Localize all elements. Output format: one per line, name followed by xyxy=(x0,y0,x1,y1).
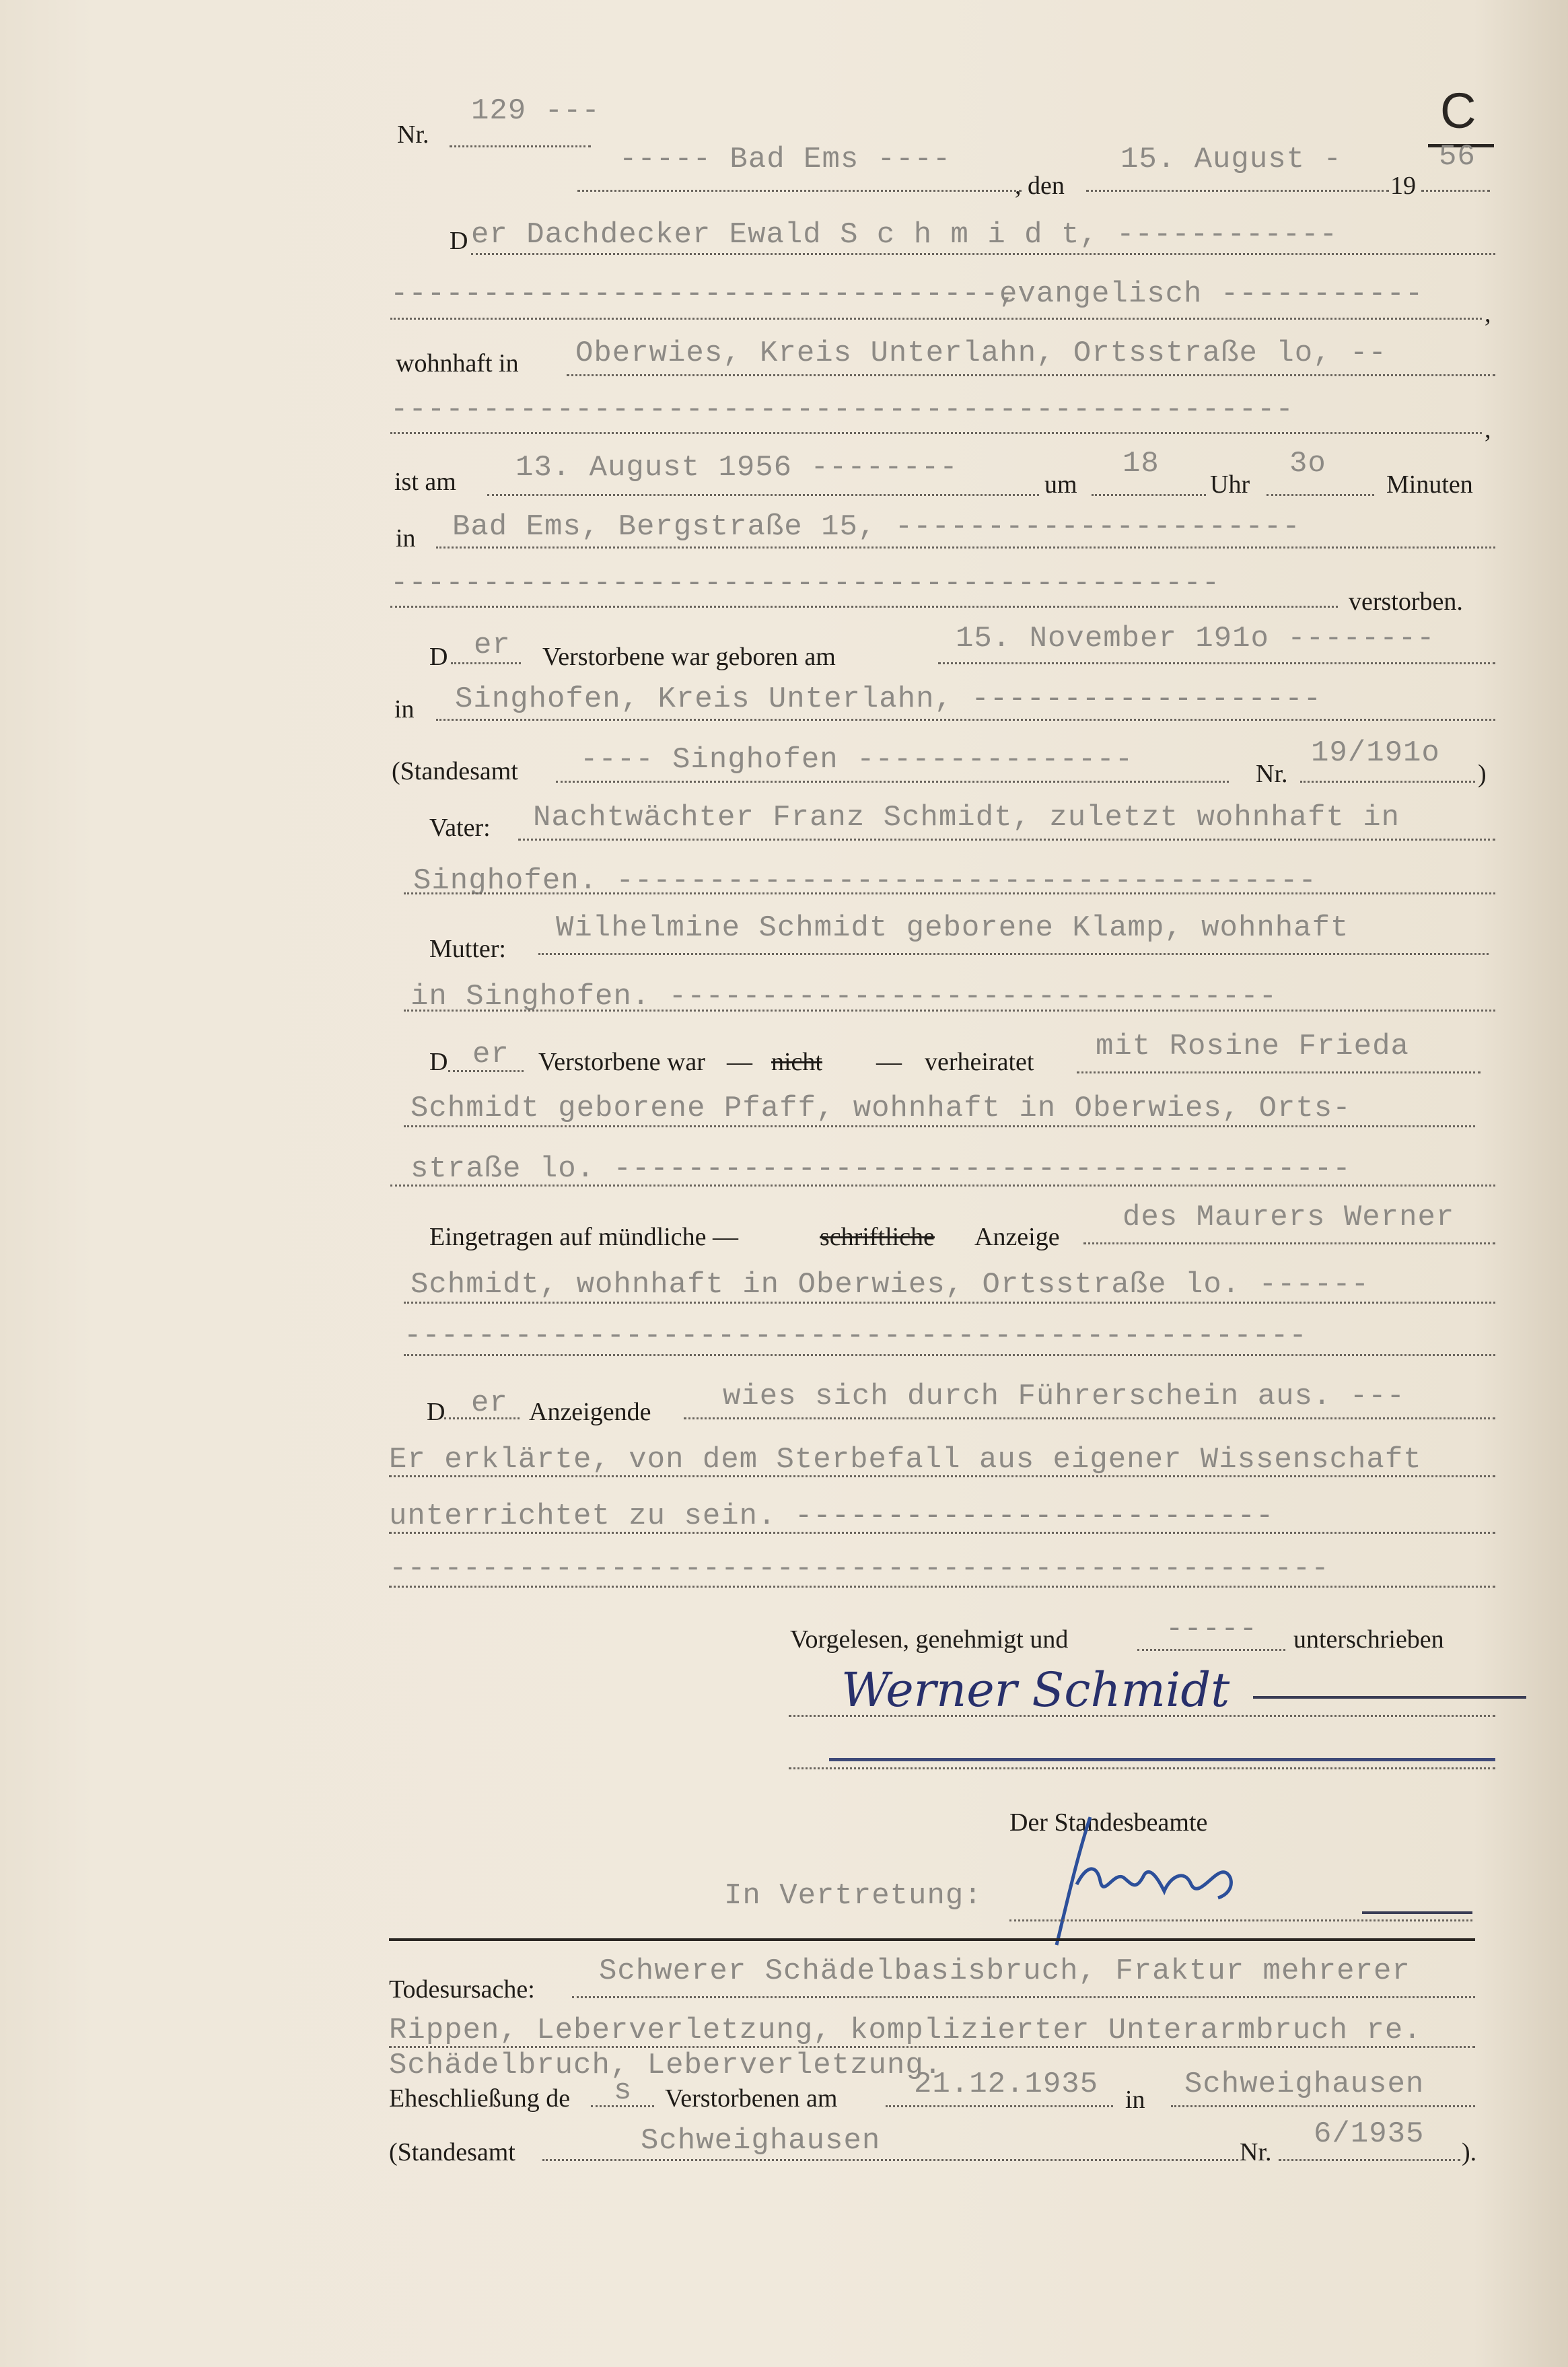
dotted-line xyxy=(444,1417,520,1419)
dotted-line xyxy=(1421,190,1490,192)
in-label: in xyxy=(1125,2086,1145,2114)
wedding-registry: Schweighausen xyxy=(641,2124,881,2158)
dotted-line xyxy=(577,190,1022,192)
dotted-line xyxy=(572,1996,1475,1998)
death-place: Bad Ems, Bergstraße 15, ---------------------- xyxy=(452,510,1301,544)
identification: wies sich durch Führerschein aus. --- xyxy=(723,1380,1405,1413)
spouse-cont2: straße lo. ---------------------------------------- xyxy=(411,1152,1351,1186)
spouse: mit Rosine Frieda xyxy=(1096,1030,1409,1063)
marriage-label: Verstorbene war xyxy=(538,1048,705,1076)
minuten-label: Minuten xyxy=(1386,470,1473,499)
official-label: Der Standesbeamte xyxy=(1009,1808,1208,1837)
deceased-name: er Dachdecker Ewald S c h m i d t, ------------ xyxy=(471,218,1339,252)
dotted-line xyxy=(789,1715,1495,1717)
dotted-line xyxy=(518,839,1495,841)
d-letter: D xyxy=(429,1048,448,1076)
dotted-line xyxy=(1083,1242,1495,1244)
article-ending: er xyxy=(471,1386,508,1420)
wedding-label: Eheschließung de xyxy=(389,2084,571,2113)
record-number: 129 --- xyxy=(471,94,600,128)
close-paren: ) xyxy=(1478,760,1487,788)
informant-signature: Werner Schmidt xyxy=(841,1662,1230,1718)
birth-date: 15. November 191o -------- xyxy=(956,622,1435,656)
dotted-line xyxy=(404,1010,1495,1012)
section-divider xyxy=(389,1938,1475,1941)
signature-stroke xyxy=(1253,1696,1526,1699)
dotted-line xyxy=(404,1354,1495,1356)
death-place-cont: --------------------------------------------- xyxy=(390,567,1221,600)
dotted-line xyxy=(684,1417,1495,1419)
dotted-line xyxy=(389,1586,1495,1588)
father-cont: Singhofen. -------------------------------------- xyxy=(413,864,1317,898)
dotted-line xyxy=(591,2105,654,2107)
residence-label: wohnhaft in xyxy=(396,349,519,378)
dotted-line xyxy=(389,1532,1495,1534)
dash: — xyxy=(727,1048,752,1076)
dotted-line xyxy=(390,318,1482,320)
standesamt-label: (Standesamt xyxy=(389,2138,515,2166)
verstorben-label: verstorben. xyxy=(1349,588,1463,616)
birth-label: Verstorbene war geboren am xyxy=(542,643,836,671)
religion: evangelisch ----------- xyxy=(999,277,1424,311)
unterschrieben-label: unterschrieben xyxy=(1293,1625,1444,1654)
dotted-line xyxy=(789,1767,1495,1769)
dotted-line xyxy=(1077,1071,1481,1073)
anzeige-label: Anzeige xyxy=(974,1223,1060,1251)
mother-cont: in Singhofen. --------------------------------- xyxy=(411,980,1278,1014)
registry-year: 56 xyxy=(1439,140,1476,174)
comma: , xyxy=(1485,299,1491,328)
um-label: um xyxy=(1044,470,1077,499)
birth-place: Singhofen, Kreis Unterlahn, ------------------- xyxy=(455,682,1322,716)
dotted-line xyxy=(1300,781,1475,783)
dotted-line xyxy=(556,781,1229,783)
dotted-line xyxy=(451,662,521,664)
dotted-line xyxy=(404,892,1495,894)
residence-cont: ------------------------------------------------- xyxy=(390,393,1294,427)
dotted-line xyxy=(938,662,1495,664)
dotted-line xyxy=(404,1302,1495,1304)
cause-of-death-cont2: Schädelbruch, Leberverletzung. xyxy=(389,2049,943,2082)
residence: Oberwies, Kreis Unterlahn, Ortsstraße lo, -- xyxy=(575,337,1387,370)
dotted-line xyxy=(448,1070,524,1072)
standesamt-label: (Standesamt xyxy=(392,757,518,785)
dotted-line xyxy=(390,432,1482,434)
dotted-line xyxy=(487,494,1039,496)
in-label: in xyxy=(396,524,416,553)
comma: , xyxy=(1485,415,1491,444)
death-date: 13. August 1956 -------- xyxy=(515,451,958,485)
dotted-line xyxy=(471,253,1495,255)
identification-cont2: unterrichtet zu sein. -------------------------- xyxy=(389,1499,1275,1533)
signature-stroke xyxy=(829,1758,1495,1761)
register-letter: C xyxy=(1440,83,1476,139)
dotted-line xyxy=(390,606,1338,608)
nr-label: Nr. xyxy=(1240,2138,1272,2166)
dotted-line xyxy=(404,1125,1475,1127)
nr-label: Nr. xyxy=(1256,760,1288,788)
dash: — xyxy=(876,1048,902,1076)
informant-cont: Schmidt, wohnhaft in Oberwies, Ortsstraße lo. ------ xyxy=(411,1268,1370,1302)
dotted-line xyxy=(1137,1649,1285,1651)
signature-stroke xyxy=(1362,1911,1472,1914)
dotted-line xyxy=(389,2046,1475,2048)
wedding-place: Schweighausen xyxy=(1184,2068,1425,2101)
dotted-line xyxy=(1086,190,1389,192)
birth-registry: ---- Singhofen --------------- xyxy=(580,743,1134,777)
wedding-date: 21.12.1935 xyxy=(914,2068,1099,2101)
dotted-line xyxy=(1009,1919,1472,1921)
death-minute: 3o xyxy=(1289,447,1326,481)
mother: Wilhelmine Schmidt geborene Klamp, wohnhaft xyxy=(556,911,1349,945)
dotted-line xyxy=(886,2105,1113,2107)
verheiratet-label: verheiratet xyxy=(925,1048,1034,1076)
father: Nachtwächter Franz Schmidt, zuletzt wohnhaft in xyxy=(533,801,1400,835)
article-ending: s xyxy=(614,2074,633,2108)
uhr-label: Uhr xyxy=(1210,470,1250,499)
cause-of-death: Schwerer Schädelbasisbruch, Fraktur mehrerer xyxy=(599,1954,1411,1988)
in-label: in xyxy=(394,695,415,723)
identification-cont: Er erklärte, von dem Sterbefall aus eigener Wissenschaft xyxy=(389,1443,1422,1477)
signature-dashes: ----- xyxy=(1166,1613,1258,1646)
struck-nicht: nicht xyxy=(771,1048,822,1076)
article-ending: er xyxy=(472,1038,509,1071)
informant-name: des Maurers Werner xyxy=(1122,1201,1455,1234)
registry-date: 15. August - xyxy=(1120,143,1342,176)
article-ending: er xyxy=(474,629,511,662)
cause-label: Todesursache: xyxy=(389,1975,535,2004)
year-prefix: 19 xyxy=(1390,172,1416,200)
dotted-line xyxy=(436,719,1495,721)
anzeigende-label: Anzeigende xyxy=(529,1398,651,1426)
dotted-line xyxy=(538,953,1489,955)
vater-label: Vater: xyxy=(429,814,491,842)
struck-schriftliche: schriftliche xyxy=(820,1223,935,1251)
dotted-line xyxy=(450,145,591,147)
d-letter: D xyxy=(450,227,468,255)
dotted-line xyxy=(1267,494,1374,496)
report-label: Eingetragen auf mündliche — xyxy=(429,1223,739,1251)
cause-of-death-cont: Rippen, Leberverletzung, komplizierter Unterarmbruch re. xyxy=(389,2014,1422,2047)
dotted-line xyxy=(1092,494,1206,496)
dotted-line xyxy=(1171,2105,1475,2107)
mutter-label: Mutter: xyxy=(429,935,506,963)
deceased-name-cont: ---------------------------------, xyxy=(390,277,1018,311)
nr-label: Nr. xyxy=(397,120,429,149)
dotted-line xyxy=(542,2159,1238,2161)
den-label: , den xyxy=(1015,172,1065,200)
wedding-record-number: 6/1935 xyxy=(1314,2117,1425,2151)
dotted-line xyxy=(1279,2159,1460,2161)
dotted-line xyxy=(389,1475,1495,1477)
registry-place: ----- Bad Ems ---- xyxy=(619,143,952,176)
dotted-line xyxy=(390,1185,1495,1187)
birth-record-number: 19/191o xyxy=(1311,736,1440,770)
identification-cont3: --------------------------------------------------- xyxy=(389,1552,1330,1586)
verstorbenen-am-label: Verstorbenen am xyxy=(665,2084,838,2113)
dotted-line xyxy=(436,546,1495,549)
vorgelesen-label: Vorgelesen, genehmigt und xyxy=(790,1625,1069,1654)
d-letter: D xyxy=(427,1398,446,1426)
ist-am-label: ist am xyxy=(394,468,456,496)
close-paren: ). xyxy=(1462,2138,1477,2166)
death-hour: 18 xyxy=(1122,447,1160,481)
official-signature xyxy=(1050,1810,1265,1958)
informant-cont2: ------------------------------------------------- xyxy=(404,1319,1308,1353)
dotted-line xyxy=(567,374,1495,376)
vertretung-label: In Vertretung: xyxy=(724,1879,983,1913)
d-letter: D xyxy=(429,643,448,671)
spouse-cont: Schmidt geborene Pfaff, wohnhaft in Oberwies, Orts- xyxy=(411,1092,1351,1125)
